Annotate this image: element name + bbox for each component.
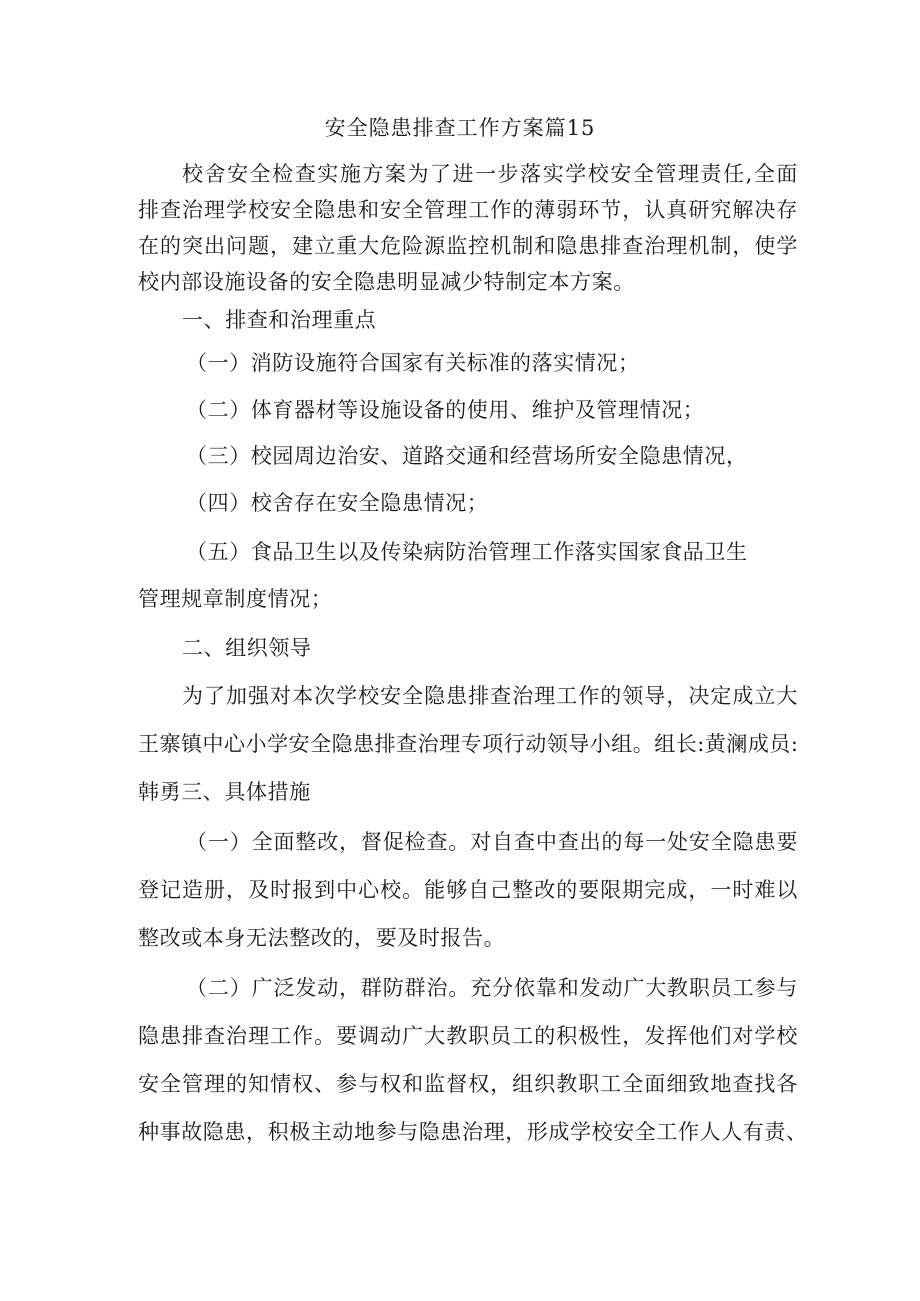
measure2-line-4: 种事故隐患，积极主动地参与隐患治理，形成学校安全工作人人有责、 xyxy=(138,1120,808,1144)
measure2-line-1: （二）广泛发动，群防群治。充分依靠和发动广大教职员工参与 xyxy=(186,976,798,1000)
measure2-line-3: 安全管理的知情权、参与权和监督权，组织教职工全面细致地查找各 xyxy=(138,1072,798,1096)
document-title: 安全隐患排查工作方案篇15 xyxy=(324,116,596,140)
intro-line-4: 校内部设施设备的安全隐患明显减少特制定本方案。 xyxy=(138,270,635,294)
section2-heading: 二、组织领导 xyxy=(182,636,312,660)
intro-line-2: 排查治理学校安全隐患和安全管理工作的薄弱环节，认真研究解决存 xyxy=(138,198,798,222)
section1-item-3: （三）校园周边治安、道路交通和经营场所安全隐患情况， xyxy=(186,444,748,468)
section1-item-2: （二）体育器材等设施设备的使用、维护及管理情况； xyxy=(186,398,705,422)
measure1-line-2: 登记造册，及时报到中心校。能够自己整改的要限期完成，一时难以 xyxy=(138,878,798,902)
section1-item-1: （一）消防设施符合国家有关标准的落实情况； xyxy=(186,351,640,375)
section1-heading: 一、排查和治理重点 xyxy=(182,308,377,332)
measure2-line-2: 隐患排查治理工作。要调动广大教职员工的积极性，发挥他们对学校 xyxy=(138,1024,798,1048)
section2-line-3: 韩勇三、具体措施 xyxy=(138,780,311,804)
section1-item-5: （五）食品卫生以及传染病防治管理工作落实国家食品卫生 xyxy=(186,540,748,564)
intro-line-3: 在的突出问题，建立重大危险源监控机制和隐患排查治理机制，使学 xyxy=(138,234,798,258)
section1-item-5-cont: 管理规章制度情况； xyxy=(138,587,333,611)
section1-item-4: （四）校舍存在安全隐患情况； xyxy=(186,491,489,515)
intro-line-1: 校舍安全检查实施方案为了进一步落实学校安全管理责任,全面 xyxy=(182,162,798,186)
measure1-line-3: 整改或本身无法整改的，要及时报告。 xyxy=(138,926,506,950)
section2-line-2: 王寨镇中心小学安全隐患排查治理专项行动领导小组。组长:黄澜成员: xyxy=(138,732,798,756)
section2-line-1: 为了加强对本次学校安全隐患排查治理工作的领导，决定成立大 xyxy=(182,684,798,708)
measure1-line-1: （一）全面整改，督促检查。对自查中查出的每一处安全隐患要 xyxy=(186,830,798,854)
